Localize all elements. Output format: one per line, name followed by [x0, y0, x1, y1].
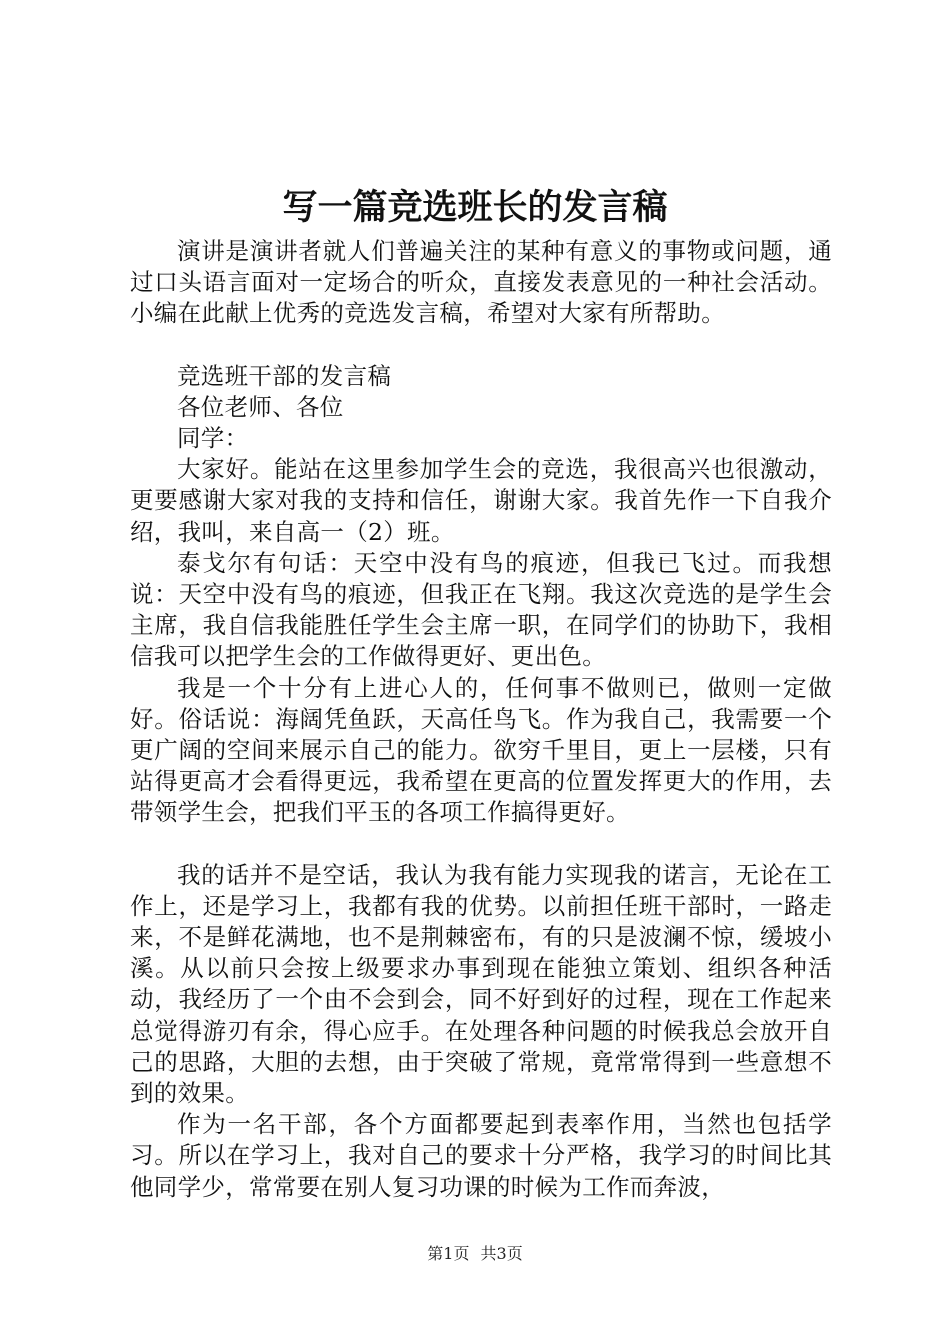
intro-paragraph: 演讲是演讲者就人们普遍关注的某种有意义的事物或问题，通过口头语言面对一定场合的听众，直接发表意见的一种社会活动。小编在此献上优秀的竞选发言稿，希望对大家有所帮助。: [130, 237, 832, 328]
salutation-line: 同学：: [177, 424, 249, 453]
page-total: 共3页: [480, 1244, 523, 1263]
body-paragraph: 我的话并不是空话，我认为我有能力实现我的诺言，无论在工作上，还是学习上，我都有我的优势。以前担任班干部时，一路走来，不是鲜花满地，也不是荆棘密布，有的只是波澜不惊，缓坡小溪。从以前只会按上级要求办事到现在能独立策划、组织各种活动，我经历了一个由不会到会，同不好到好的过程，现在工作起来总觉得游刃有余，得心应手。在处理各种问题的时候我总会放开自己的思路，大胆的去想，由于突破了常规，竟常常得到一些意想不到的效果。: [130, 860, 832, 1108]
document-title: 写一篇竞选班长的发言稿: [282, 187, 668, 228]
page-number: 第1页: [427, 1244, 470, 1263]
speech-heading: 竞选班干部的发言稿: [177, 361, 392, 390]
body-paragraph: 泰戈尔有句话：天空中没有鸟的痕迹，但我已飞过。而我想说：天空中没有鸟的痕迹，但我正在飞翔。我这次竞选的是学生会主席，我自信我能胜任学生会主席一职，在同学们的协助下，我相信我可以把学生会的工作做得更好、更出色。: [130, 548, 832, 671]
body-paragraph: 作为一名干部，各个方面都要起到表率作用，当然也包括学习。所以在学习上，我对自己的要求十分严格，我学习的时间比其他同学少，常常要在别人复习功课的时候为工作而奔波，: [130, 1110, 832, 1201]
body-paragraph: 大家好。能站在这里参加学生会的竞选，我很高兴也很激动，更要感谢大家对我的支持和信任，谢谢大家。我首先作一下自我介绍，我叫，来自高一（2）班。: [130, 455, 832, 546]
body-paragraph: 我是一个十分有上进心人的，任何事不做则已，做则一定做好。俗话说：海阔凭鱼跃，天高任鸟飞。作为我自己，我需要一个更广阔的空间来展示自己的能力。欲穷千里目，更上一层楼，只有站得更高才会看得更远，我希望在更高的位置发挥更大的作用，去带领学生会，把我们平玉的各项工作搞得更好。: [130, 673, 832, 827]
page-footer: [0, 1243, 950, 1265]
document-body: [130, 236, 832, 1203]
salutation-line: 各位老师、各位: [177, 392, 344, 421]
